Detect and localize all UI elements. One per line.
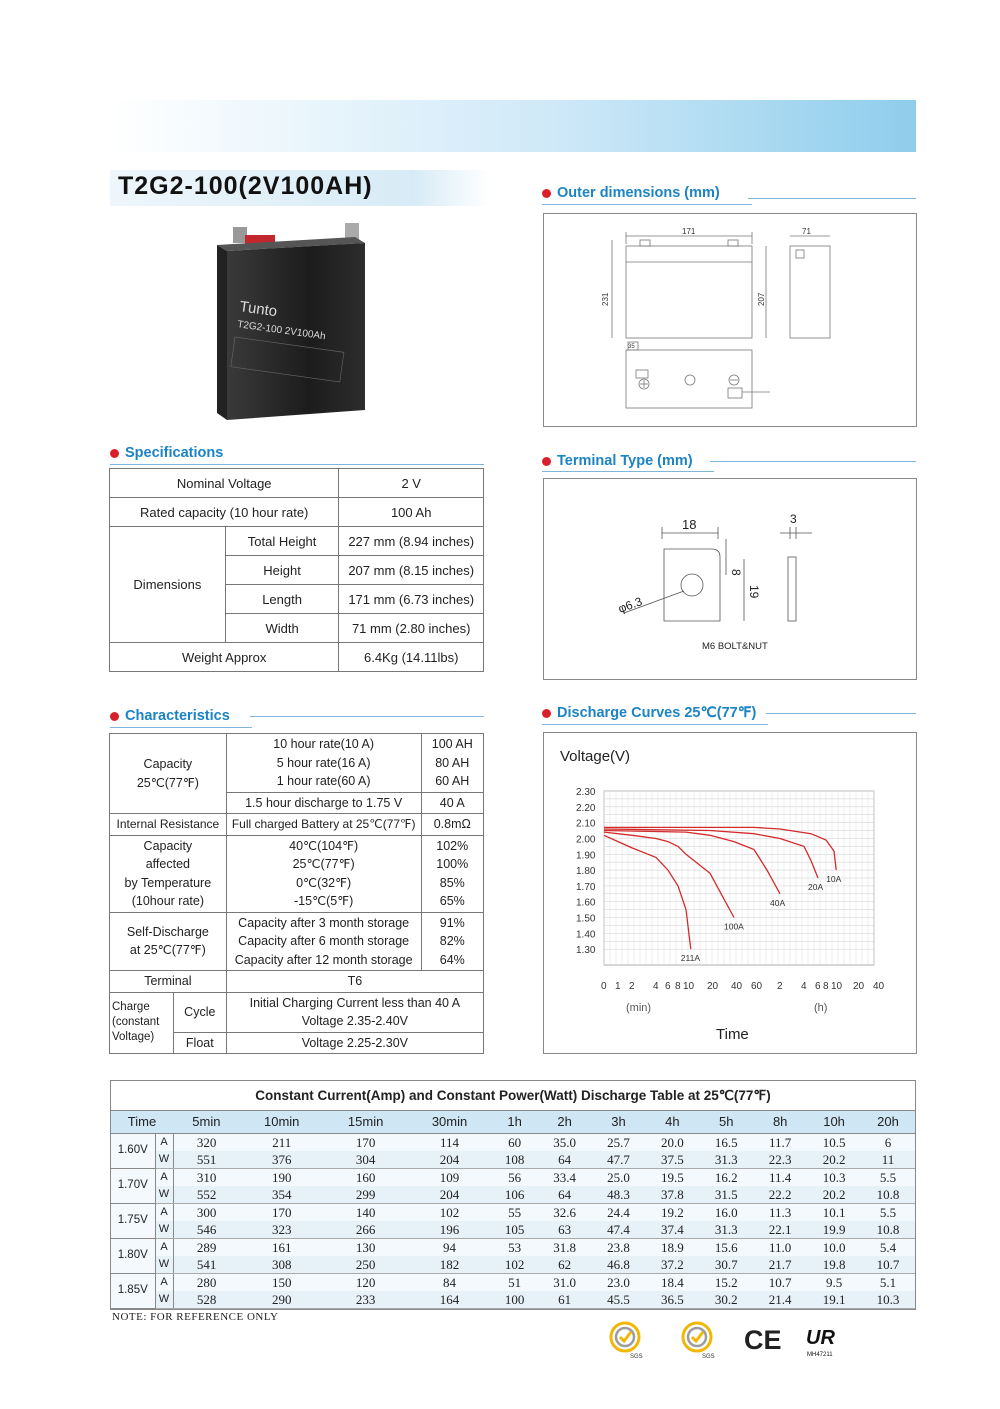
- table-cell: 5.1: [861, 1273, 915, 1291]
- table-cell: 9.5: [807, 1273, 861, 1291]
- header-10h: 10h: [807, 1111, 861, 1133]
- table-cell: 37.4: [645, 1221, 699, 1239]
- table-cell: 120: [324, 1273, 408, 1291]
- table-cell: 19.1: [807, 1291, 861, 1309]
- table-row: [111, 1273, 915, 1291]
- battery-brand: Tunto: [238, 298, 279, 321]
- table-cell: 55: [491, 1203, 537, 1221]
- table-cell: 23.0: [592, 1273, 646, 1291]
- table-cell: 25.7: [592, 1133, 646, 1151]
- table-cell: 10.3: [807, 1168, 861, 1186]
- x-tick-label: 20: [853, 981, 865, 992]
- y-tick-label: 2.10: [576, 818, 596, 830]
- svg-text:UR: UR: [806, 1327, 835, 1349]
- table-cell: 308: [240, 1256, 324, 1274]
- ul-logo: [804, 1320, 840, 1360]
- table-row: Capacity 25℃(77℉) 10 hour rate(10 A) 5 hour rate(16 A) 1 hour rate(60 A) 100 AH 80 AH 60 AH: [110, 734, 484, 793]
- header-5h: 5h: [699, 1111, 753, 1133]
- dim-total-height: 231: [601, 292, 610, 306]
- table-cell: 31.0: [538, 1273, 592, 1291]
- table-cell: 84: [408, 1273, 492, 1291]
- header-3h: 3h: [592, 1111, 646, 1133]
- table-cell: 11.3: [753, 1203, 807, 1221]
- sgs-logo-1: [608, 1320, 646, 1360]
- table-cell: 164: [408, 1291, 492, 1309]
- table-cell: 109: [408, 1168, 492, 1186]
- table-row: Length 171 mm (6.73 inches): [110, 585, 484, 614]
- table-cell: 552: [173, 1186, 240, 1204]
- chart-xlabel: Time: [716, 1026, 749, 1043]
- dim-terminal: 35: [628, 344, 635, 350]
- y-tick-label: 2.20: [576, 802, 596, 814]
- table-row: [111, 1291, 915, 1309]
- table-row: [111, 1203, 915, 1221]
- table-cell: 102: [408, 1203, 492, 1221]
- svg-text:SGS: SGS: [702, 1354, 715, 1360]
- table-cell: 280: [173, 1273, 240, 1291]
- table-cell: 18.9: [645, 1238, 699, 1256]
- table-cell: 46.8: [592, 1256, 646, 1274]
- table-cell: 211: [240, 1133, 324, 1151]
- table-cell: 22.3: [753, 1151, 807, 1169]
- battery-image: [205, 215, 375, 425]
- table-cell: 5.5: [861, 1203, 915, 1221]
- heading-rule: [542, 204, 752, 205]
- table-cell: 21.7: [753, 1256, 807, 1274]
- table-cell: 21.4: [753, 1291, 807, 1309]
- series-label: 40A: [770, 897, 786, 908]
- table-row: Dimensions Total Height 227 mm (8.94 inches): [110, 527, 484, 556]
- table-row: Height 207 mm (8.15 inches): [110, 556, 484, 585]
- table-cell: 105: [491, 1221, 537, 1239]
- table-cell: 204: [408, 1186, 492, 1204]
- bullet-icon: [542, 709, 551, 718]
- table-cell: 11: [861, 1151, 915, 1169]
- unit-label: W: [155, 1256, 173, 1274]
- x-tick-label: 60: [751, 981, 763, 992]
- table-cell: 11.7: [753, 1133, 807, 1151]
- header-5min: 5min: [173, 1111, 240, 1133]
- discharge-chart-svg: [544, 733, 916, 1053]
- table-cell: 266: [324, 1221, 408, 1239]
- discharge-table: [110, 1080, 916, 1310]
- x-tick-label: 40: [731, 981, 743, 992]
- table-cell: 10.5: [807, 1133, 861, 1151]
- table-cell: 300: [173, 1203, 240, 1221]
- terminal-caption: M6 BOLT&NUT: [702, 641, 768, 652]
- table-row: Weight Approx 6.4Kg (14.11lbs): [110, 643, 484, 672]
- table-cell: 48.3: [592, 1186, 646, 1204]
- heading-rule: [110, 464, 484, 465]
- table-cell: 250: [324, 1256, 408, 1274]
- table-row: Rated capacity (10 hour rate) 100 Ah: [110, 498, 484, 527]
- table-cell: 51: [491, 1273, 537, 1291]
- discharge-chart: [543, 732, 917, 1054]
- x-tick-label: 40: [873, 981, 885, 992]
- chart-x-unit-h: (h): [814, 1002, 828, 1014]
- table-cell: 289: [173, 1238, 240, 1256]
- table-cell: 16.2: [699, 1168, 753, 1186]
- discharge-table-title: Constant Current(Amp) and Constant Power(Watt) Discharge Table at 25℃(77℉): [111, 1081, 915, 1111]
- table-row: Internal Resistance Full charged Battery at 25℃(77℉) 0.8mΩ: [110, 814, 484, 836]
- table-header-row: [111, 1111, 915, 1133]
- header-15min: 15min: [324, 1111, 408, 1133]
- table-row: [111, 1238, 915, 1256]
- y-tick-label: 1.30: [576, 945, 596, 957]
- dim-height: 207: [757, 292, 766, 306]
- table-row: [111, 1133, 915, 1151]
- x-tick-label: 10: [831, 981, 843, 992]
- table-cell: 16.0: [699, 1203, 753, 1221]
- table-cell: 546: [173, 1221, 240, 1239]
- table-cell: 233: [324, 1291, 408, 1309]
- table-cell: 182: [408, 1256, 492, 1274]
- header-banner: [110, 100, 916, 152]
- chart-x-unit-min: (min): [626, 1002, 652, 1014]
- x-tick-label: 20: [707, 981, 719, 992]
- svg-text:MH47211: MH47211: [807, 1352, 833, 1358]
- table-cell: 290: [240, 1291, 324, 1309]
- table-cell: 10.8: [861, 1221, 915, 1239]
- table-cell: 36.5: [645, 1291, 699, 1309]
- series-100A-line: [604, 832, 734, 917]
- table-cell: 310: [173, 1168, 240, 1186]
- table-cell: 20.2: [807, 1186, 861, 1204]
- voltage-label: 1.60V: [111, 1133, 155, 1168]
- table-cell: 30.7: [699, 1256, 753, 1274]
- table-cell: 60: [491, 1133, 537, 1151]
- x-tick-label: 0: [601, 981, 607, 992]
- table-cell: 20.2: [807, 1151, 861, 1169]
- table-row: Float Voltage 2.25-2.30V: [110, 1032, 484, 1054]
- terminal-width: 18: [682, 517, 697, 532]
- header-20h: 20h: [861, 1111, 915, 1133]
- table-cell: 10.7: [753, 1273, 807, 1291]
- bullet-icon: [110, 449, 119, 458]
- table-cell: 20.0: [645, 1133, 699, 1151]
- bullet-icon: [542, 189, 551, 198]
- table-cell: 19.9: [807, 1221, 861, 1239]
- table-cell: 47.7: [592, 1151, 646, 1169]
- header-4h: 4h: [645, 1111, 699, 1133]
- unit-label: A: [155, 1238, 173, 1256]
- table-cell: 10.3: [861, 1291, 915, 1309]
- table-cell: 6: [861, 1133, 915, 1151]
- x-tick-label: 2: [777, 981, 783, 992]
- table-cell: 161: [240, 1238, 324, 1256]
- heading-rule: [542, 471, 714, 472]
- reference-note: NOTE: FOR REFERENCE ONLY: [112, 1311, 279, 1323]
- table-cell: 170: [324, 1133, 408, 1151]
- table-cell: 32.6: [538, 1203, 592, 1221]
- table-cell: 31.5: [699, 1186, 753, 1204]
- y-tick-label: 1.50: [576, 913, 596, 925]
- outer-dimensions-drawing: [543, 213, 917, 427]
- table-cell: 19.8: [807, 1256, 861, 1274]
- y-tick-label: 1.70: [576, 881, 596, 893]
- table-row: [111, 1221, 915, 1239]
- bullet-icon: [542, 457, 551, 466]
- header-1h: 1h: [491, 1111, 537, 1133]
- svg-text:SGS: SGS: [630, 1354, 643, 1360]
- table-cell: 551: [173, 1151, 240, 1169]
- unit-label: W: [155, 1186, 173, 1204]
- table-cell: 30.2: [699, 1291, 753, 1309]
- unit-label: A: [155, 1133, 173, 1151]
- y-tick-label: 1.90: [576, 850, 596, 862]
- discharge-table-grid: [111, 1111, 915, 1309]
- terminal-type-heading: Terminal Type (mm): [542, 453, 693, 469]
- table-row: Terminal T6: [110, 971, 484, 993]
- table-cell: 10.1: [807, 1203, 861, 1221]
- unit-label: A: [155, 1168, 173, 1186]
- y-tick-label: 2.00: [576, 834, 596, 846]
- series-label: 100A: [724, 921, 744, 932]
- table-row: Nominal Voltage 2 V: [110, 469, 484, 498]
- header-2h: 2h: [538, 1111, 592, 1133]
- characteristics-heading: Characteristics: [110, 708, 230, 724]
- voltage-label: 1.85V: [111, 1273, 155, 1308]
- table-cell: 94: [408, 1238, 492, 1256]
- table-cell: 204: [408, 1151, 492, 1169]
- table-cell: 528: [173, 1291, 240, 1309]
- header-10min: 10min: [240, 1111, 324, 1133]
- series-label: 211A: [680, 953, 701, 964]
- table-cell: 37.2: [645, 1256, 699, 1274]
- terminal-thickness: 3: [790, 512, 797, 526]
- table-cell: 130: [324, 1238, 408, 1256]
- table-cell: 16.5: [699, 1133, 753, 1151]
- bullet-icon: [110, 712, 119, 721]
- x-tick-label: 6: [815, 981, 821, 992]
- ce-logo: CE: [744, 1325, 782, 1355]
- heading-rule: [250, 716, 484, 717]
- table-cell: 35.0: [538, 1133, 592, 1151]
- table-cell: 11.0: [753, 1238, 807, 1256]
- sgs-logo-2: [680, 1320, 718, 1360]
- table-cell: 62: [538, 1256, 592, 1274]
- table-cell: 196: [408, 1221, 492, 1239]
- table-cell: 170: [240, 1203, 324, 1221]
- table-row: Width 71 mm (2.80 inches): [110, 614, 484, 643]
- y-tick-label: 1.80: [576, 866, 596, 878]
- table-row: [111, 1168, 915, 1186]
- table-cell: 304: [324, 1151, 408, 1169]
- chart-curves: [604, 827, 842, 963]
- table-cell: 24.4: [592, 1203, 646, 1221]
- voltage-label: 1.80V: [111, 1238, 155, 1273]
- table-cell: 15.2: [699, 1273, 753, 1291]
- table-cell: 150: [240, 1273, 324, 1291]
- table-cell: 53: [491, 1238, 537, 1256]
- x-tick-label: 2: [629, 981, 635, 992]
- table-cell: 56: [491, 1168, 537, 1186]
- table-cell: 10.0: [807, 1238, 861, 1256]
- page-title: T2G2-100(2V100AH): [118, 172, 373, 200]
- unit-label: W: [155, 1151, 173, 1169]
- heading-rule: [542, 724, 768, 725]
- terminal-diameter: φ6.3: [616, 594, 645, 616]
- heading-rule: [766, 713, 916, 714]
- table-cell: 140: [324, 1203, 408, 1221]
- y-tick-label: 2.30: [576, 787, 596, 798]
- y-tick-label: 1.60: [576, 897, 596, 909]
- x-tick-label: 8: [675, 981, 681, 992]
- series-211A-line: [604, 835, 691, 949]
- table-cell: 114: [408, 1133, 492, 1151]
- table-cell: 100: [491, 1291, 537, 1309]
- specifications-heading: Specifications: [110, 445, 223, 461]
- chart-y-ticks: [576, 787, 596, 956]
- series-10A-line: [604, 827, 836, 870]
- table-cell: 19.2: [645, 1203, 699, 1221]
- table-cell: 23.8: [592, 1238, 646, 1256]
- table-cell: 190: [240, 1168, 324, 1186]
- x-tick-label: 6: [665, 981, 671, 992]
- header-30min: 30min: [408, 1111, 492, 1133]
- table-row: [111, 1186, 915, 1204]
- table-row: Capacity affected by Temperature (10hour rate) 40℃(104℉) 25℃(77℉) 0℃(32℉) -15℃(5℉) 102% 100% 85% 65%: [110, 835, 484, 912]
- table-cell: 45.5: [592, 1291, 646, 1309]
- table-cell: 11.4: [753, 1168, 807, 1186]
- series-label: 20A: [808, 882, 824, 892]
- unit-label: A: [155, 1273, 173, 1291]
- header-time: Time: [111, 1111, 173, 1133]
- table-cell: 5.4: [861, 1238, 915, 1256]
- table-cell: 37.8: [645, 1186, 699, 1204]
- table-cell: 299: [324, 1186, 408, 1204]
- table-cell: 108: [491, 1151, 537, 1169]
- table-cell: 541: [173, 1256, 240, 1274]
- terminal-height: 19: [747, 585, 761, 599]
- table-cell: 31.3: [699, 1151, 753, 1169]
- unit-label: W: [155, 1291, 173, 1309]
- table-cell: 64: [538, 1186, 592, 1204]
- characteristics-table: [109, 733, 484, 1054]
- table-cell: 323: [240, 1221, 324, 1239]
- table-cell: 63: [538, 1221, 592, 1239]
- heading-rule: [710, 461, 916, 462]
- table-cell: 15.6: [699, 1238, 753, 1256]
- dim-width: 71: [802, 227, 811, 236]
- chart-ylabel: Voltage(V): [560, 748, 631, 765]
- terminal-drawing: [543, 478, 917, 680]
- table-cell: 47.4: [592, 1221, 646, 1239]
- table-row: Charge (constant Voltage) Cycle Initial Charging Current less than 40 A Voltage 2.35-2.40V: [110, 992, 484, 1032]
- table-cell: 10.7: [861, 1256, 915, 1274]
- table-cell: 354: [240, 1186, 324, 1204]
- table-cell: 376: [240, 1151, 324, 1169]
- table-cell: 33.4: [538, 1168, 592, 1186]
- table-cell: 10.8: [861, 1186, 915, 1204]
- table-cell: 18.4: [645, 1273, 699, 1291]
- table-cell: 106: [491, 1186, 537, 1204]
- series-label: 10A: [826, 874, 842, 885]
- terminal-hole-offset: 8: [729, 569, 743, 576]
- table-cell: 64: [538, 1151, 592, 1169]
- x-tick-label: 4: [653, 981, 659, 992]
- outer-dimensions-heading: Outer dimensions (mm): [542, 185, 720, 201]
- table-cell: 22.1: [753, 1221, 807, 1239]
- dim-length: 171: [682, 227, 696, 236]
- battery-model: T2G2-100 2V100Ah: [236, 319, 327, 343]
- voltage-label: 1.75V: [111, 1203, 155, 1238]
- y-tick-label: 1.40: [576, 929, 596, 941]
- x-tick-label: 4: [801, 981, 807, 992]
- table-row: Self-Discharge at 25℃(77℉) Capacity after 3 month storage Capacity after 6 month storage Capacity after 12 month storage 91% 82% 64%: [110, 912, 484, 971]
- table-cell: 19.5: [645, 1168, 699, 1186]
- x-tick-label: 8: [823, 981, 829, 992]
- table-cell: 160: [324, 1168, 408, 1186]
- heading-rule: [110, 727, 252, 728]
- table-cell: 31.3: [699, 1221, 753, 1239]
- table-row: [111, 1256, 915, 1274]
- table-cell: 61: [538, 1291, 592, 1309]
- voltage-label: 1.70V: [111, 1168, 155, 1203]
- header-8h: 8h: [753, 1111, 807, 1133]
- specifications-table: [109, 468, 484, 672]
- table-row: [111, 1151, 915, 1169]
- heading-rule: [748, 198, 916, 199]
- chart-x-ticks: [601, 981, 885, 992]
- table-row: 1.5 hour discharge to 1.75 V 40 A: [110, 792, 484, 814]
- discharge-curves-heading: Discharge Curves 25℃(77℉): [542, 705, 756, 721]
- table-cell: 22.2: [753, 1186, 807, 1204]
- table-cell: 25.0: [592, 1168, 646, 1186]
- x-tick-label: 10: [683, 981, 695, 992]
- unit-label: W: [155, 1221, 173, 1239]
- x-tick-label: 1: [615, 981, 621, 992]
- unit-label: A: [155, 1203, 173, 1221]
- table-cell: 102: [491, 1256, 537, 1274]
- table-cell: 31.8: [538, 1238, 592, 1256]
- table-cell: 320: [173, 1133, 240, 1151]
- table-cell: 5.5: [861, 1168, 915, 1186]
- table-cell: 37.5: [645, 1151, 699, 1169]
